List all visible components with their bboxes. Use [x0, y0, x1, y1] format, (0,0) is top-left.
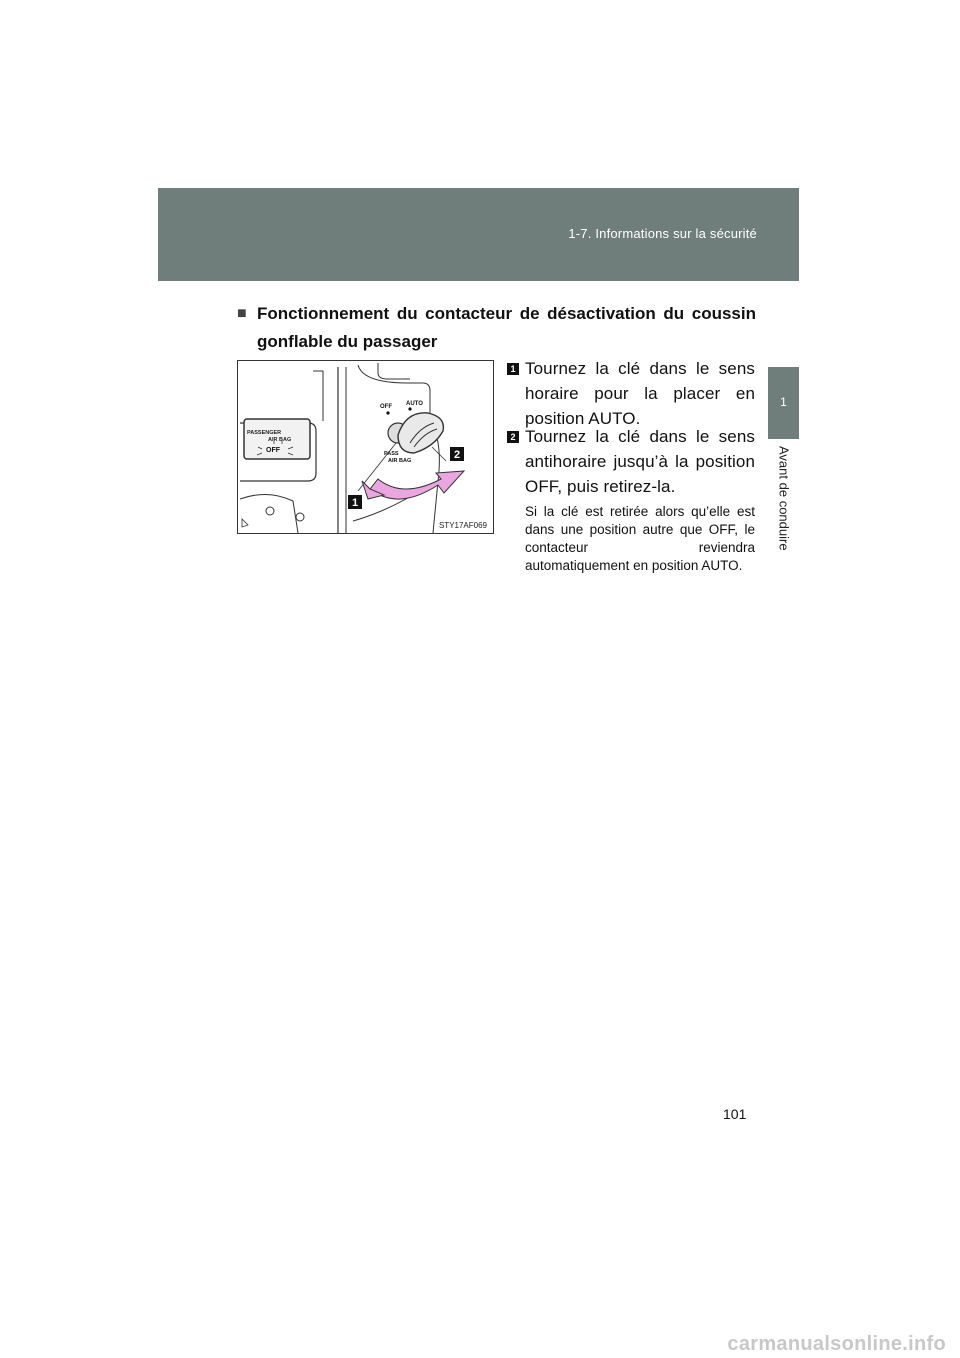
switch-off-label: OFF [380, 404, 392, 410]
chapter-label-text: Avant de conduire [776, 446, 792, 551]
callout-1-label: 1 [351, 497, 359, 509]
chapter-tab [768, 367, 799, 439]
header-band [158, 188, 799, 281]
callout-2-label: 2 [453, 449, 461, 461]
step-2-text: Tournez la clé dans le sens antihoraire jusqu’à la position OFF, puis retirez-la. [525, 427, 755, 496]
indicator-passenger-label: PASSENGER [247, 430, 282, 436]
note-text: Si la clé est retirée alors qu’elle est dans une position autre que OFF, le contacteur reviendra automatiquement en position AUTO. [525, 504, 755, 573]
step-1 [507, 356, 755, 431]
square-bullet-icon: ■ [237, 305, 247, 322]
section-title: 1-7. Informations sur la sécurité [568, 226, 757, 241]
switch-airbag-label: AIR BAG [388, 458, 412, 464]
chapter-number: 1 [780, 395, 787, 409]
airbag-switch-drawing [238, 361, 493, 533]
figure-code: STY17AF069 [438, 521, 487, 530]
watermark: carmanualsonline.info [727, 1333, 946, 1355]
section-heading [237, 300, 756, 356]
heading-text: Fonctionnement du contacteur de désactivation du coussin gonflable du passager [257, 304, 756, 351]
step-2 [507, 424, 755, 499]
step-1-number: 1 [507, 363, 519, 375]
step-1-text: Tournez la clé dans le sens horaire pour la placer en position AUTO. [525, 359, 755, 428]
illustration [237, 360, 494, 534]
switch-pass-label: PASS [384, 451, 399, 457]
chapter-label [770, 446, 798, 564]
step-2-number: 2 [507, 431, 519, 443]
fan-icon [296, 513, 304, 521]
indicator-airbag-label: AIR BAG [268, 437, 292, 443]
page-number: 101 [723, 1106, 747, 1122]
key-head [398, 413, 443, 453]
indicator-off-label: OFF [266, 447, 280, 454]
switch-auto-label: AUTO [406, 401, 423, 407]
seat-heater-icon [266, 507, 274, 515]
